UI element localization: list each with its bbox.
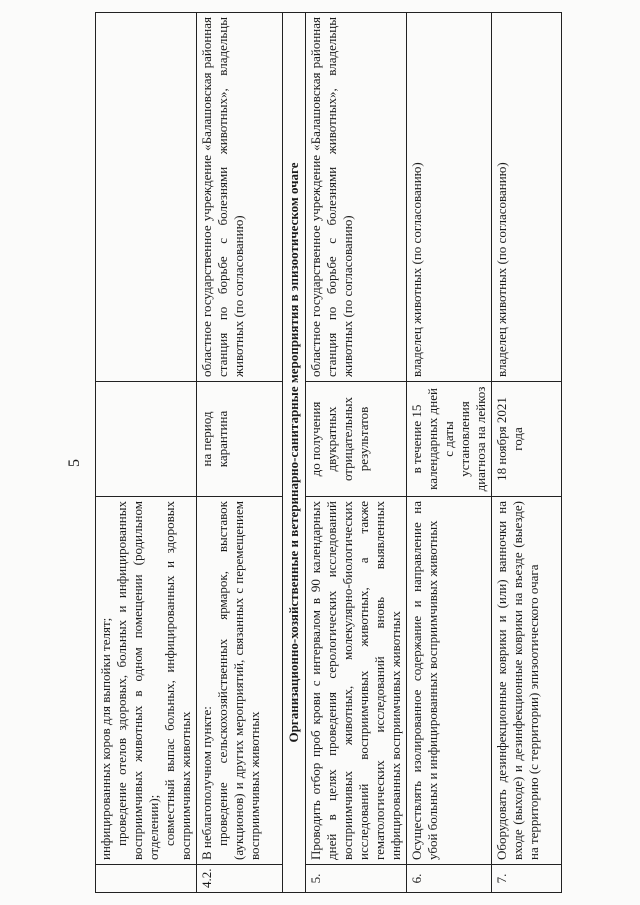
responsible-cell: владелец животных (по согласованию) — [407, 12, 492, 381]
task-line: проведение отелов здоровых, больных и инфицированных восприимчивых животных в одном помещении (родильном отделении); — [114, 500, 161, 860]
row-number: 5. — [306, 864, 407, 892]
task-line: проведение сельскохозяйственных ярмарок, выставок (аукционов) и других мероприятий, связанных с перемещением восприимчивых животных — [215, 500, 262, 860]
row-number: 6. — [407, 864, 492, 892]
term-cell — [96, 381, 197, 496]
measures-table — [95, 12, 562, 893]
row-number — [96, 864, 197, 892]
term-cell: 18 ноября 2021 года — [492, 381, 562, 496]
term-cell: на период карантина — [197, 381, 283, 496]
task-cell: Проводить отбор проб крови с интервалом в 90 календарных дней в целях проведения серологических исследований восприимчивых животных, молекулярно-биологических исследований восприимчивых животных, а также гематологических исследований вновь выявленных инфицированных восприимчивых животных — [306, 496, 407, 864]
row-number: 7. — [492, 864, 562, 892]
table-row — [96, 12, 197, 892]
table-row — [197, 12, 283, 892]
table-row — [306, 12, 407, 892]
task-cell — [197, 496, 283, 864]
term-cell: до получения двукратных отрицательных результатов — [306, 381, 407, 496]
task-line: инфицированных коров для выпойки телят; — [98, 617, 113, 860]
section-title: Организационно-хозяйственные и ветеринарно-санитарные мероприятия в эпизоотическом очаге — [283, 12, 306, 892]
table-row — [407, 12, 492, 892]
rotated-sheet — [60, 13, 580, 893]
task-cell: Осуществлять изолированное содержание и направление на убой больных и инфицированных восприимчивых животных — [407, 496, 492, 864]
section-row — [283, 12, 306, 892]
responsible-cell: владелец животных (по согласованию) — [492, 12, 562, 381]
responsible-cell: областное государственное учреждение «Балашовская районная станция по борьбе с болезнями животных», владельцы животных (по согласованию) — [306, 12, 407, 381]
task-line: совместный выпас больных, инфицированных и здоровых восприимчивых животных — [162, 500, 193, 860]
responsible-cell: областное государственное учреждение «Балашовская районная станция по борьбе с болезнями животных», владельцы животных (по согласованию) — [197, 12, 283, 381]
row-number: 4.2. — [197, 864, 283, 892]
page-number: 5 — [66, 458, 83, 467]
table-row — [492, 12, 562, 892]
term-cell: в течение 15 календарных дней с даты установления диагноза на лейкоз — [407, 381, 492, 496]
task-cell — [96, 496, 197, 864]
task-line: В неблагополучном пункте: — [199, 705, 214, 860]
responsible-cell — [96, 12, 197, 381]
task-cell: Оборудовать дезинфекционные коврики и (или) ванночки на входе (выходе) и дезинфекционные коврики на въезде (выезде) на территорию (с территории) эпизоотического очага — [492, 496, 562, 864]
